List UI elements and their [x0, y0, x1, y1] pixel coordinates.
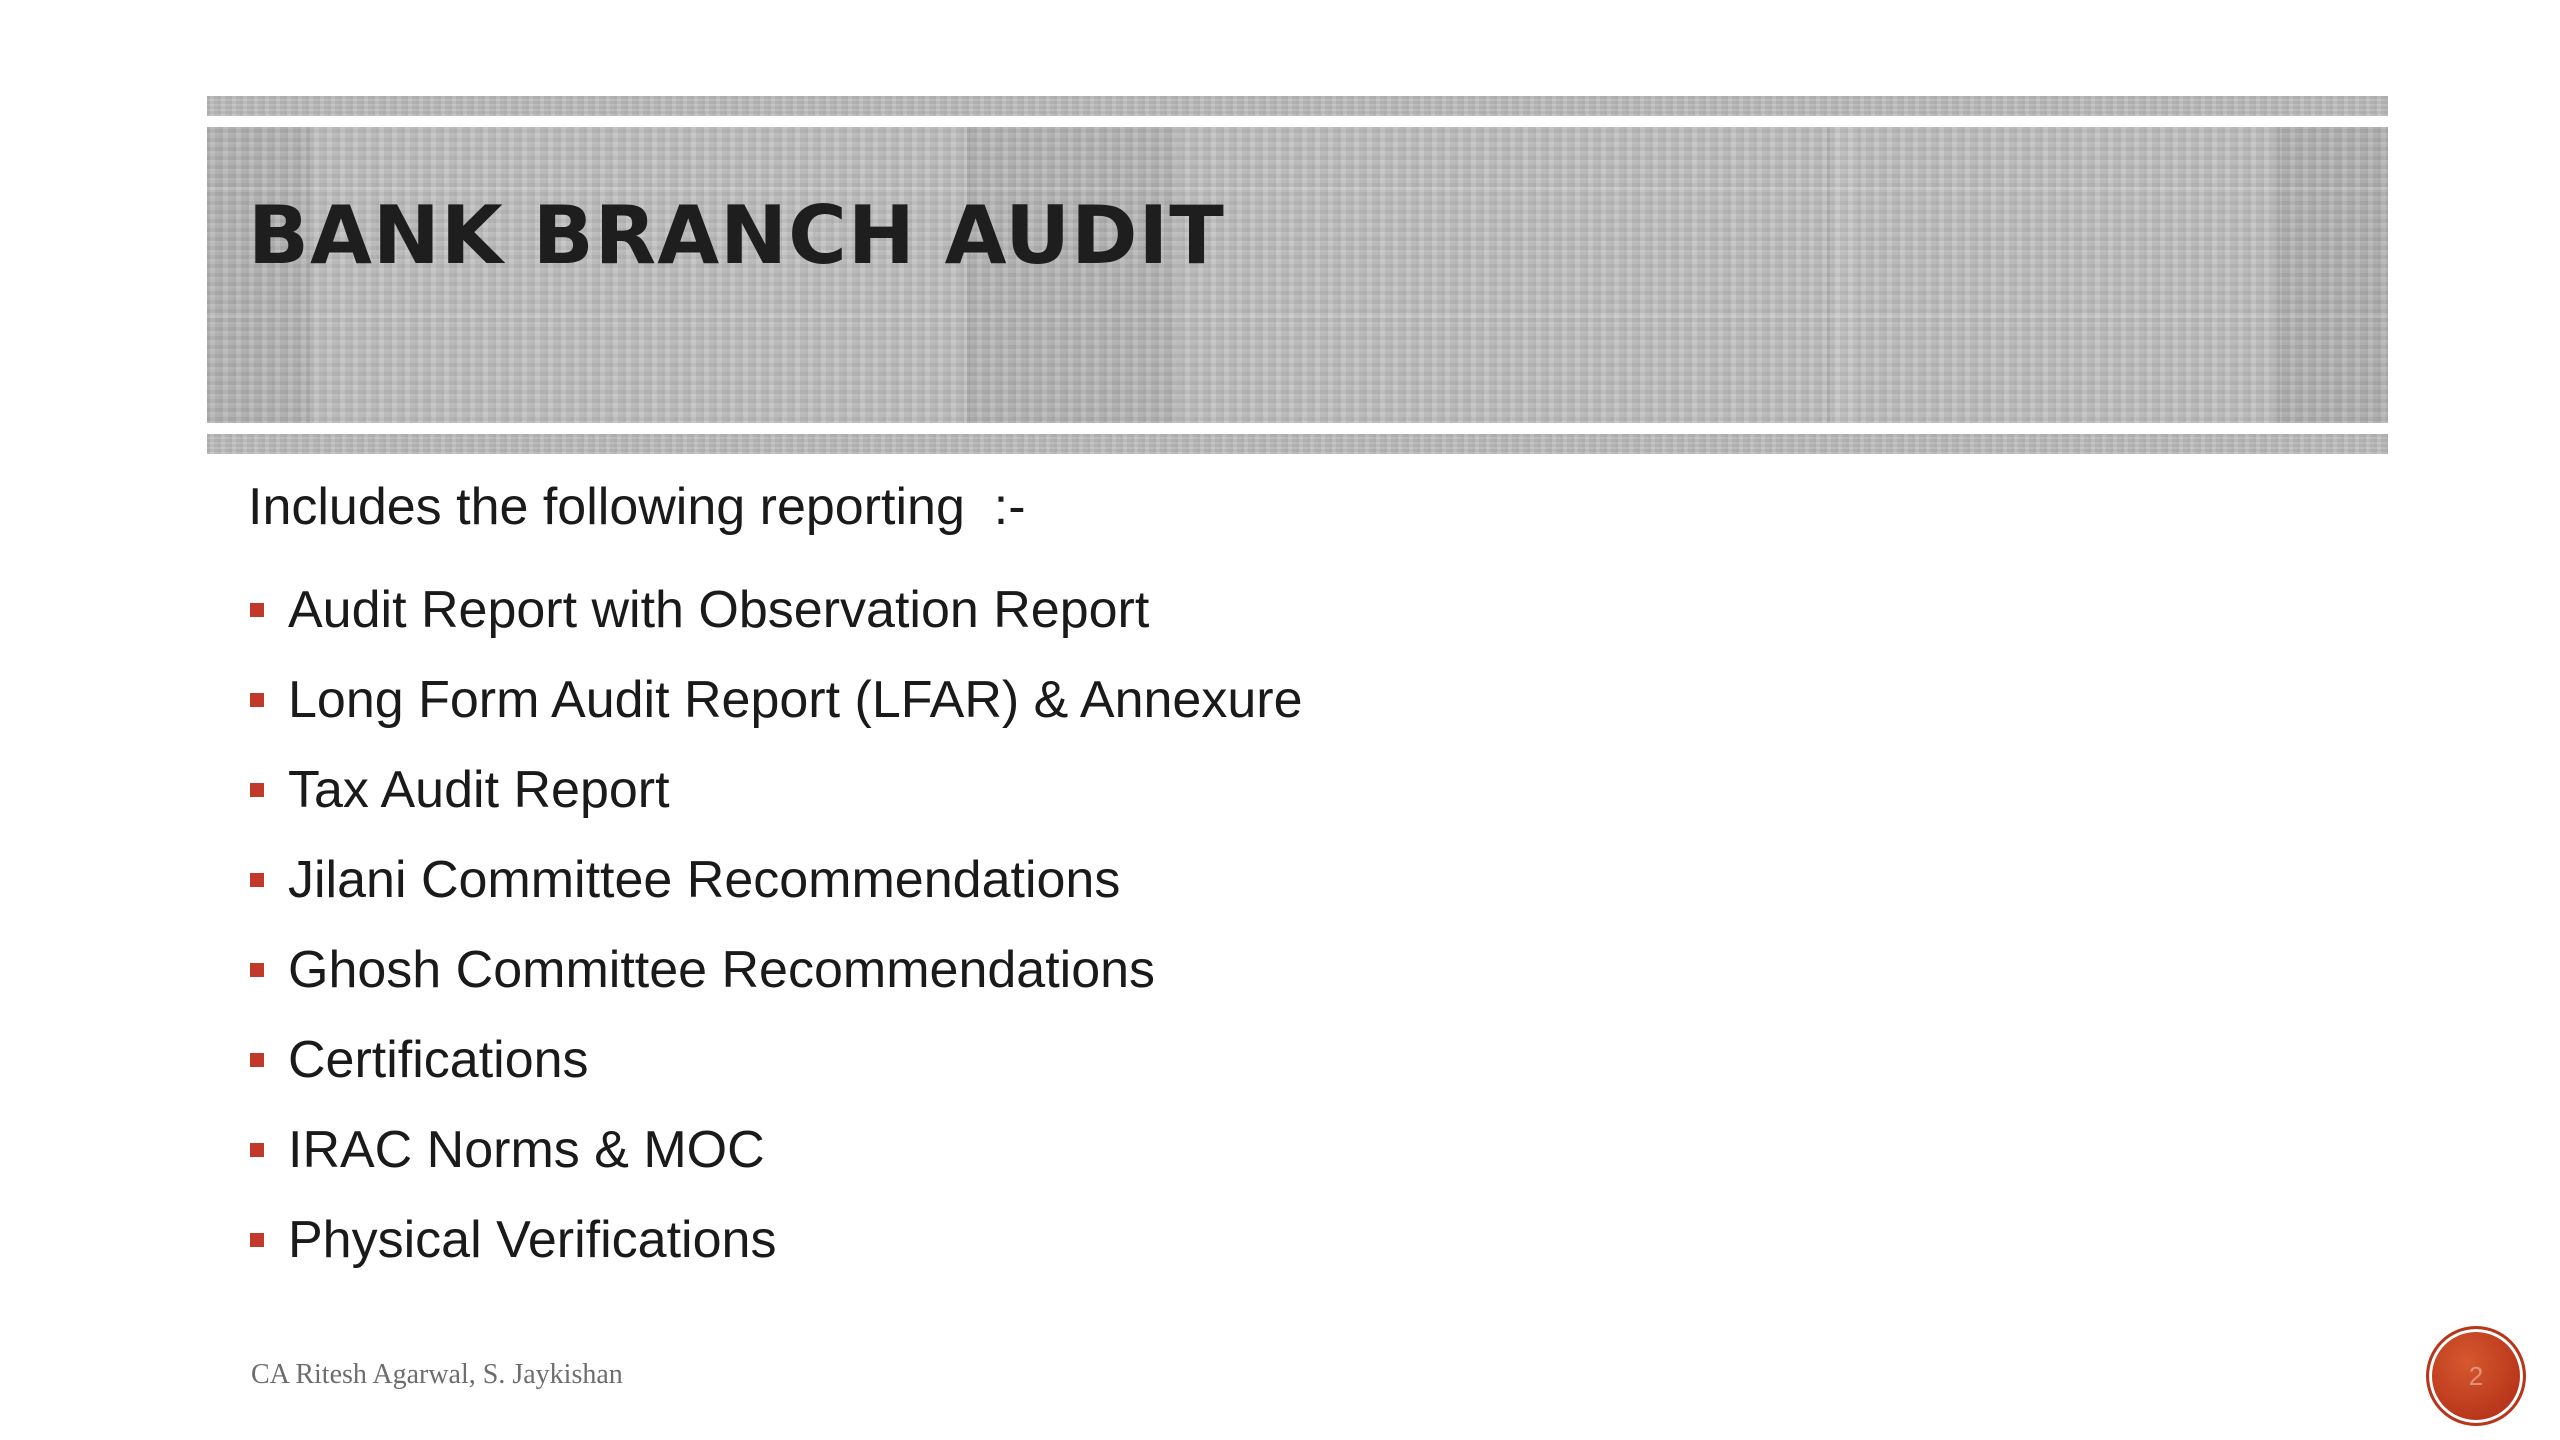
list-item — [248, 925, 1303, 1015]
square-bullet-icon — [250, 873, 264, 887]
list-item — [248, 1195, 1303, 1285]
square-bullet-icon — [250, 1053, 264, 1067]
banner-texture-seam — [2277, 127, 2280, 423]
list-item — [248, 1105, 1303, 1195]
square-bullet-icon — [250, 1143, 264, 1157]
square-bullet-icon — [250, 963, 264, 977]
list-item — [248, 565, 1303, 655]
list-item — [248, 655, 1303, 745]
square-bullet-icon — [250, 1233, 264, 1247]
list-item-text: Physical Verifications — [288, 1210, 777, 1269]
page-number: 2 — [2468, 1360, 2484, 1391]
list-item — [248, 1015, 1303, 1105]
square-bullet-icon — [250, 693, 264, 707]
bullet-list — [248, 565, 1303, 1285]
list-item-text: Tax Audit Report — [288, 760, 670, 819]
intro-text: Includes the following reporting :- — [248, 478, 1026, 536]
square-bullet-icon — [250, 783, 264, 797]
square-bullet-icon — [250, 603, 264, 617]
slide-title: BANK BRANCH AUDIT — [248, 189, 1225, 282]
list-item — [248, 835, 1303, 925]
list-item-text: Jilani Committee Recommendations — [288, 850, 1121, 909]
list-item-text: IRAC Norms & MOC — [288, 1120, 765, 1179]
title-banner-bottom-strip — [207, 434, 2388, 454]
banner-texture-seam — [207, 315, 2388, 318]
list-item — [248, 745, 1303, 835]
banner-texture-seam — [1827, 127, 1830, 423]
list-item-text: Long Form Audit Report (LFAR) & Annexure — [288, 670, 1303, 729]
list-item-text: Certifications — [288, 1030, 589, 1089]
list-item-text: Audit Report with Observation Report — [288, 580, 1150, 639]
slide-footer: CA Ritesh Agarwal, S. Jaykishan — [251, 1359, 623, 1390]
page-number-badge — [2426, 1326, 2526, 1426]
list-item-text: Ghosh Committee Recommendations — [288, 940, 1156, 999]
title-banner-top-strip — [207, 96, 2388, 116]
